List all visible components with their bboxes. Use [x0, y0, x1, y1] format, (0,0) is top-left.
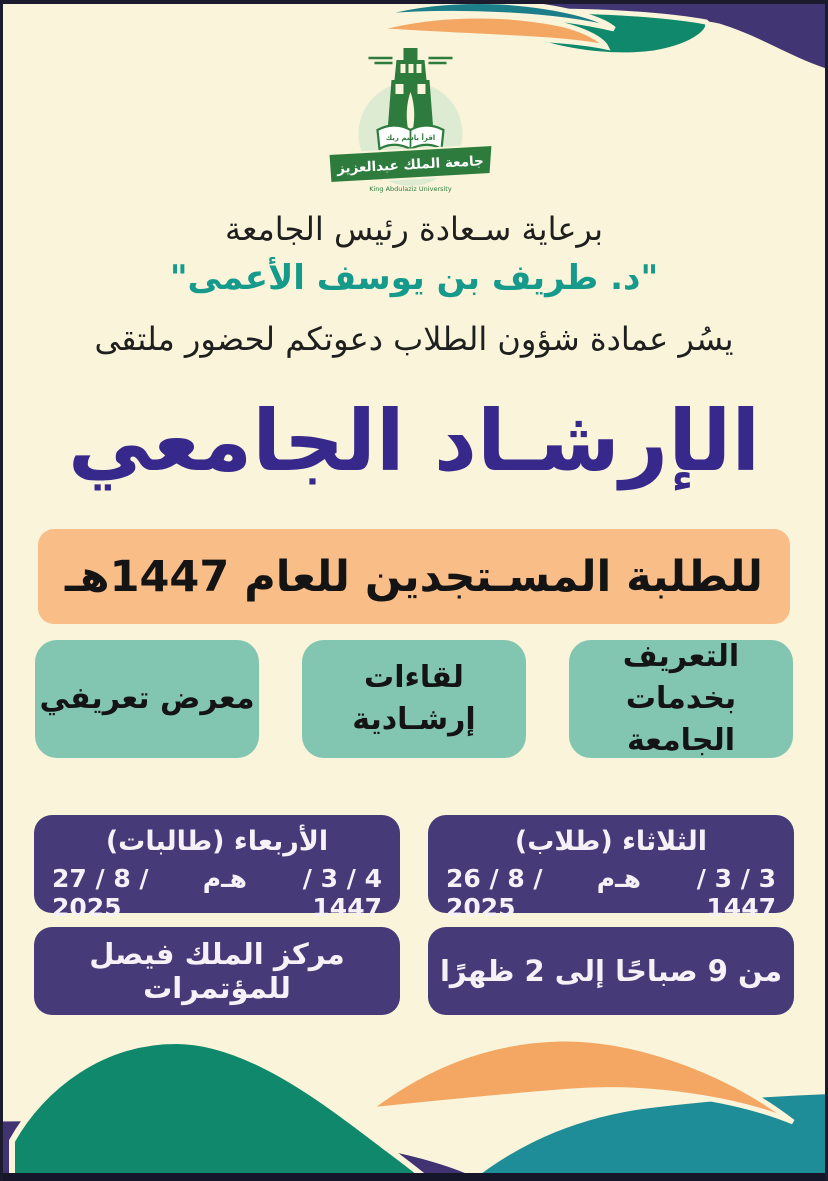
- session-box-wednesday-female: [34, 815, 400, 922]
- university-logo-graphic: [322, 48, 498, 196]
- feature-box-meetings: [302, 640, 526, 758]
- gregorian-date: 26 / 8 / 2025 م: [446, 864, 616, 922]
- frame-edge-left: [0, 0, 3, 1181]
- feature-label: لقاءات إرشـادية: [352, 660, 476, 737]
- gregorian-date: 27 / 8 / 2025 م: [52, 864, 222, 922]
- bottom-wave-decoration: [0, 1029, 828, 1181]
- logo-caption: King Abdulaziz University: [369, 185, 452, 193]
- gregorian-era: م: [202, 864, 222, 893]
- session-row: [0, 815, 828, 922]
- hijri-era: هـ: [221, 864, 247, 893]
- feature-label: التعريف بخدمات: [622, 639, 740, 716]
- patronage-line: برعاية سـعادة رئيس الجامعة: [225, 210, 603, 248]
- logo-book-text: اقرأ باسم ربك: [385, 134, 436, 142]
- frame-edge-bottom: [0, 1173, 828, 1181]
- university-logo: [322, 48, 498, 196]
- session-box-tuesday-male: [428, 815, 794, 922]
- subtitle-banner: [38, 529, 790, 624]
- time-box: [428, 927, 794, 1015]
- hijri-date: هـ 4 / 3 / 1447: [221, 864, 382, 922]
- hijri-era: هـ: [615, 864, 641, 893]
- session-dates: [428, 864, 794, 922]
- invitation-line: يسُر عمادة شؤون الطلاب دعوتكم لحضور ملتقى: [94, 320, 734, 358]
- details-row: [0, 927, 828, 1015]
- feature-label: معرض تعريفي: [39, 681, 255, 716]
- frame-edge-top: [0, 0, 828, 4]
- hijri-date: هـ 3 / 3 / 1447: [615, 864, 776, 922]
- session-day: الثلاثاء (طلاب): [514, 826, 708, 857]
- logo-lamp: [403, 48, 417, 60]
- feature-box-services: [569, 640, 793, 758]
- president-name: "د. طريف بن يوسف الأعمى": [169, 258, 659, 298]
- feature-box-exhibition: [35, 640, 259, 758]
- time-text: من 9 صباحًا إلى 2 ظهرًا: [439, 954, 783, 988]
- subtitle-banner-text: للطلبة المسـتجدين للعام 1447هـ: [65, 551, 763, 602]
- feature-label: الجامعة: [626, 723, 736, 758]
- venue-box: [34, 927, 400, 1015]
- page-title: الإرشـاد الجامعي: [67, 392, 761, 490]
- feature-row: [0, 640, 828, 758]
- session-dates: [34, 864, 400, 922]
- bottom-wave-teal: [462, 1091, 828, 1181]
- session-day: الأربعاء (طالبات): [105, 826, 329, 857]
- venue-text: مركز الملك فيصل للمؤتمرات: [89, 937, 345, 1005]
- logo-ribbon-text: جامعة الملك عبدالعزيز: [336, 153, 485, 177]
- gregorian-era: م: [596, 864, 616, 893]
